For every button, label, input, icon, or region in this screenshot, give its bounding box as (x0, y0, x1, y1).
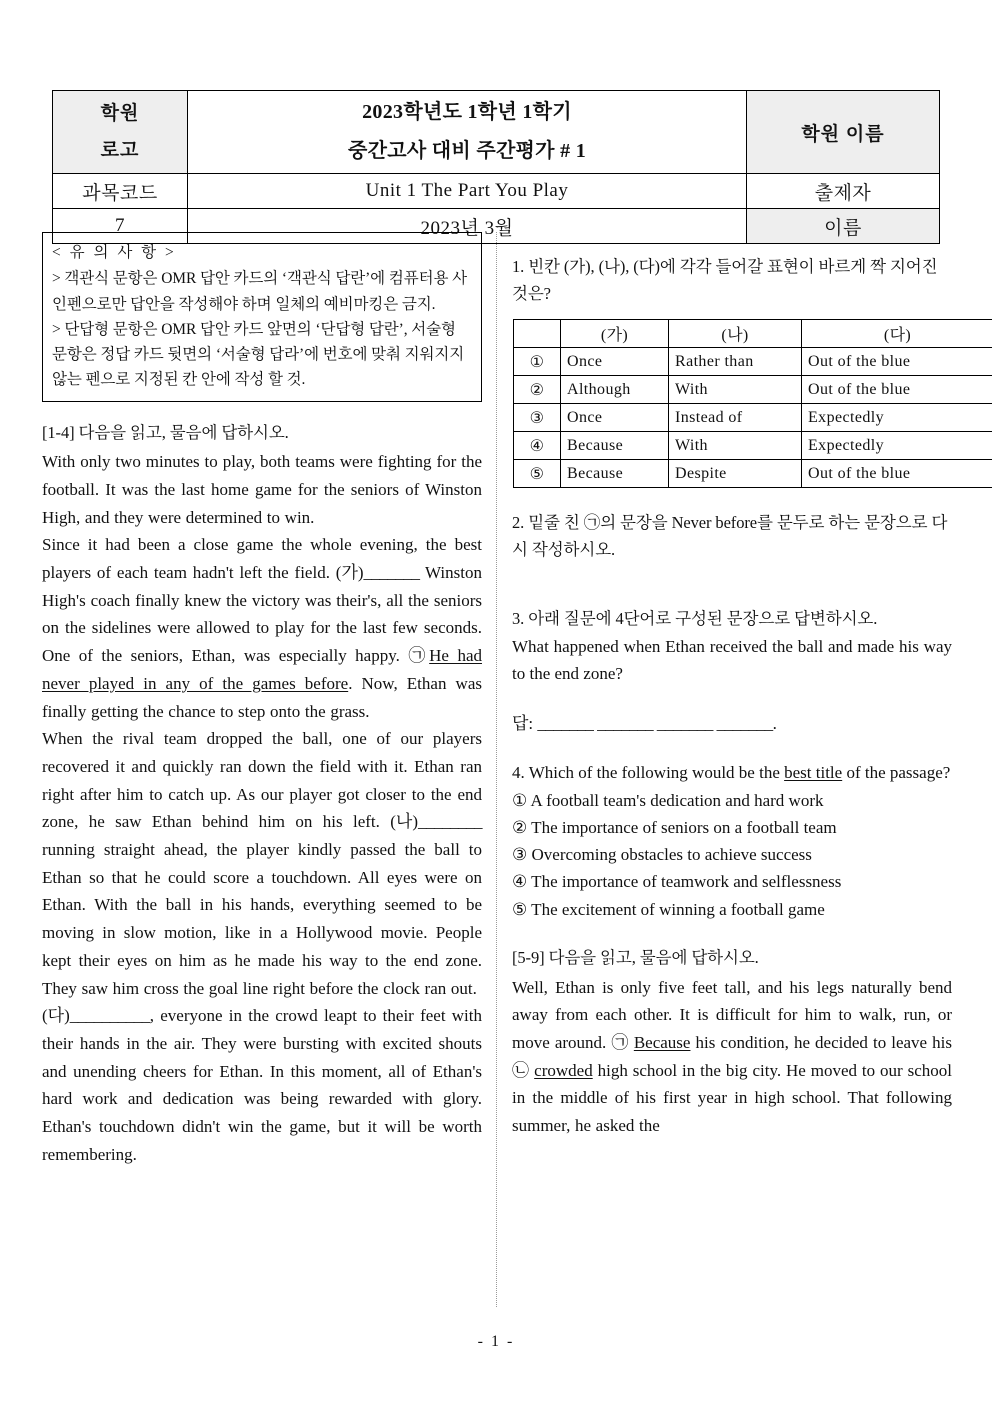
p3-text-b: running straight ahead, the player kindly passed the ball to Ethan so that he could score a touchdown. All eyes were on Ethan. With the ball in his hands, everything seemed to be moving in slow motion, like in a Hollywood movie. People kept their eyes on him as he made his way to the end zone. They saw him cross the goal line right before the clock ran out. (42, 840, 482, 998)
exam-title-line-2: 중간고사 대비 주간평가 # 1 (348, 140, 586, 162)
notice-title: < 유 의 사 항 > (52, 244, 177, 261)
choice-da: Out of the blue (802, 376, 992, 404)
author-value: 이름 (747, 209, 940, 244)
choice-ga: Once (561, 404, 669, 432)
subject-code-label: 과목코드 (53, 174, 188, 209)
p2b-text-a: Well, Ethan is only five feet tall, and his legs naturally bend away from each other. It is difficult for him to walk, run, or move around. (512, 977, 952, 1052)
question-4-choice-5[interactable]: ⑤ The excitement of winning a football game (512, 899, 825, 919)
blank-na: ________ (418, 812, 482, 832)
question-4-choice-2[interactable]: ② The importance of seniors on a football team (512, 818, 837, 838)
choice-ga: Although (561, 376, 669, 404)
exam-title-line-1: 2023학년도 1학년 1학기 (362, 101, 572, 123)
choice-table-header-row (514, 320, 992, 348)
answer-space-q2[interactable] (512, 564, 952, 606)
logo-line-1: 학원 (100, 102, 140, 124)
page-number-footer: - 1 - (477, 1333, 515, 1350)
p2b-text-b: his condition, he decided to leave his (690, 1032, 953, 1052)
ct-head-blank (514, 320, 561, 348)
passage2-paragraph (512, 974, 952, 1140)
table-row[interactable] (514, 348, 992, 376)
answer-blanks: _______ _______ _______ _______. (537, 714, 777, 733)
unit-title-cell: Unit 1 The Part You Play (188, 174, 747, 209)
logo-line-2: 로고 (100, 140, 140, 161)
spacer-before-q1 (512, 232, 952, 254)
passage1-paragraph-4 (42, 1002, 482, 1168)
choice-da: Expectedly (802, 432, 992, 460)
answer-label: 답: (512, 714, 534, 733)
q2-text-a: 2. 밑줄 친 (512, 513, 584, 533)
circled-mark-a-p2: ㉠ (611, 1032, 629, 1052)
right-column (512, 232, 952, 1140)
q4-text-b: of the passage? (846, 763, 951, 783)
question-4-choice-3[interactable]: ③ Overcoming obstacles to achieve success (512, 845, 812, 865)
passage2-directive: [5-9] 다음을 읽고, 물음에 답하시오. (512, 947, 759, 967)
q2-text-b: 의 문장을 Never before를 문두로 하는 문장으로 다시 작성하시오. (512, 513, 948, 560)
academy-name-cell: 학원 이름 (747, 91, 940, 174)
author-label: 출제자 (747, 174, 940, 209)
passage1-paragraph-1: With only two minutes to play, both teams were fighting for the football. It was the last home game for the seniors of Winston High, and they were determined to win. (42, 452, 482, 527)
underlined-word-because: Because (633, 1032, 691, 1052)
choice-na: Despite (669, 460, 802, 488)
spacer-before-q2 (512, 488, 952, 510)
question-3-question-en: What happened when Ethan received the ball and made his way to the end zone? (512, 636, 952, 684)
question-2-stem (512, 510, 952, 563)
p2-text-b: Winston High's coach finally knew the victory was their's, all the seniors on the sidelines were allowed to play for the last few seconds. One of the seniors, Ethan, was especially happy. (42, 563, 482, 666)
choice-na: With (669, 376, 802, 404)
notice-box (42, 232, 482, 402)
circled-mark-a-ref: ㉠ (583, 513, 601, 533)
choice-da: Out of the blue (802, 460, 992, 488)
spacer-before-q4 (512, 737, 952, 759)
blank-ga: _______ (363, 563, 420, 583)
choice-ga: Because (561, 432, 669, 460)
p3-text-a: When the rival team dropped the ball, one of our players recovered it and quickly ran down the field with it. Ethan ran right after him to catch up. As our player got closer to the end zone, he saw Ethan behind him on his left. (나) (42, 729, 482, 832)
spacer-before-answer-3 (512, 688, 952, 710)
question-3-answer-line[interactable] (512, 710, 952, 737)
table-row[interactable] (514, 376, 992, 404)
best-title-underline: best title (784, 763, 843, 783)
circled-mark-a: ㉠ (408, 646, 430, 666)
choice-ga: Once (561, 348, 669, 376)
underlined-word-crowded: crowded (534, 1060, 593, 1080)
p2-text-c: . Now, Ethan was finally getting the chance to step onto the grass. (42, 673, 482, 721)
q4-text-a: 4. Which of the following would be the (512, 763, 785, 783)
question-1-choice-table (513, 319, 992, 488)
question-4-stem (512, 759, 952, 787)
choice-na: Instead of (669, 404, 802, 432)
choice-na: With (669, 432, 802, 460)
ct-head-na: (나) (669, 320, 802, 348)
table-row[interactable] (514, 460, 992, 488)
ct-head-ga: (가) (561, 320, 669, 348)
choice-number: ⑤ (514, 460, 561, 488)
academy-logo-cell (53, 91, 188, 174)
exam-date-cell: 2023년 3월 (188, 209, 747, 244)
table-row[interactable] (514, 404, 992, 432)
exam-header-table (52, 90, 940, 244)
table-row[interactable] (514, 432, 992, 460)
notice-line-2: > 단답형 문항은 OMR 답안 카드 앞면의 ‘단답형 답란’, 서술형 문항은 정답 카드 뒷면의 ‘서술형 답라’에 번호에 맞춰 지워지지 않는 펜으로 지정된 칸 안에 작성 할 것. (52, 320, 465, 389)
passage1-paragraph-3 (42, 725, 482, 1002)
p2b-text-c: high school in the big city. He moved to our school in the middle of his first year in high school. That following summer, he asked the (512, 1060, 952, 1136)
ct-head-da: (다) (802, 320, 992, 348)
exam-title-cell (188, 91, 747, 174)
question-3-stem: 3. 아래 질문에 4단어로 구성된 문장으로 답변하시오. (512, 608, 878, 628)
underlined-sentence-a: He had never played in any of the games before (42, 646, 482, 693)
choice-ga: Because (561, 460, 669, 488)
spacer-before-passage2 (512, 923, 952, 945)
header-row-1 (53, 91, 940, 174)
subject-code-value: 7 (53, 209, 188, 244)
p4-text-a: (다) (42, 1006, 70, 1026)
choice-number: ② (514, 376, 561, 404)
left-column (42, 232, 482, 1169)
question-4-choice-4[interactable]: ④ The importance of teamwork and selflessness (512, 872, 842, 892)
passage1-directive: [1-4] 다음을 읽고, 물음에 답하시오. (42, 422, 289, 442)
passage1-paragraph-2 (42, 531, 482, 725)
question-1-stem: 1. 빈칸 (가), (나), (다)에 각각 들어갈 표현이 바르게 짝 지어진 것은? (512, 257, 938, 303)
column-divider (496, 232, 497, 1307)
choice-da: Expectedly (802, 404, 992, 432)
blank-da: __________ (69, 1006, 150, 1026)
choice-da: Out of the blue (802, 348, 992, 376)
question-4-choice-1[interactable]: ① A football team's dedication and hard work (512, 790, 824, 810)
choice-number: ① (514, 348, 561, 376)
choice-na: Rather than (669, 348, 802, 376)
circled-mark-b-p2: ㉡ (512, 1060, 530, 1080)
notice-line-1: > 객관식 문항은 OMR 답안 카드의 ‘객관식 답란’에 컴퓨터용 사인펜으로만 답안을 작성해야 하며 일체의 예비마킹은 금지. (52, 270, 467, 313)
header-row-2 (53, 174, 940, 209)
choice-number: ③ (514, 404, 561, 432)
p4-text-b: , everyone in the crowd leapt to their feet with their hands in the air. They were bursting with excited shouts and unending cheers for Ethan. In this moment, all of Ethan's hard work and dedication was being rewarded with glory. Ethan's touchdown didn't win the game, but it will be worth remembering. (42, 1006, 482, 1164)
p2-text-a: Since it had been a close game the whole evening, the best players of each team hadn't left the field. (가) (42, 535, 482, 583)
choice-number: ④ (514, 432, 561, 460)
